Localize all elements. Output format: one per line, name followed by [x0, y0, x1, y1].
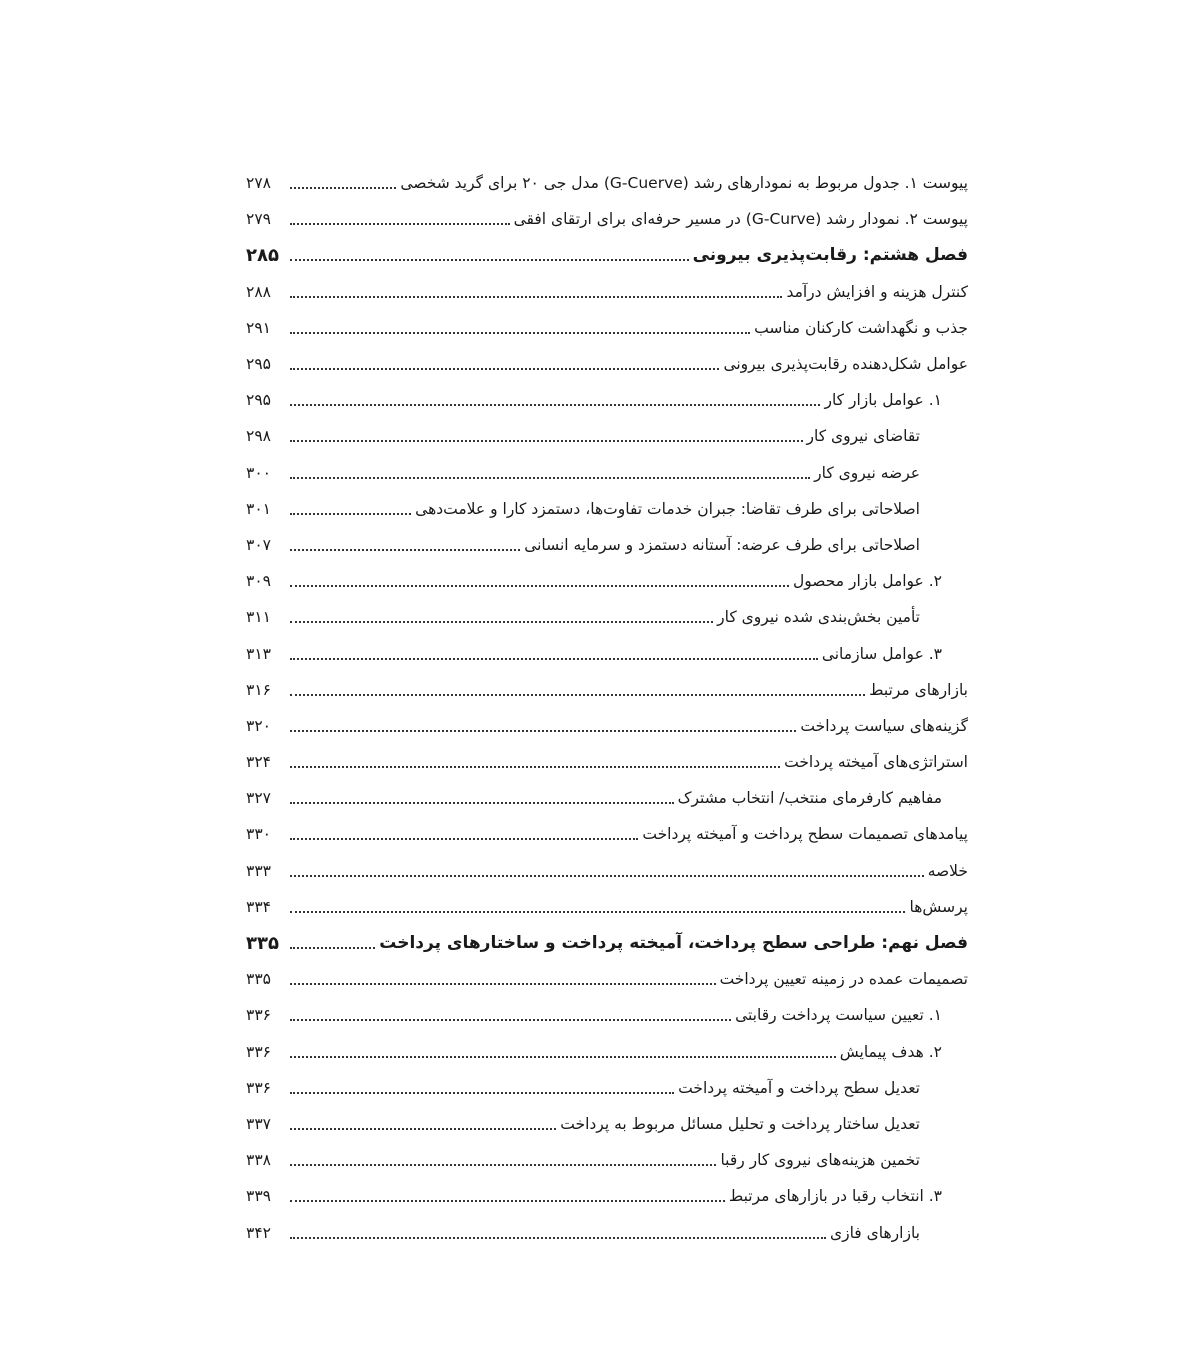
toc-page-number: ۳۳۵	[246, 970, 271, 989]
dot-leader	[290, 513, 411, 515]
toc-entry-title: ۳. عوامل سازمانی	[821, 644, 942, 663]
toc-row	[246, 455, 968, 491]
toc-entry-title: پیامدهای تصمیمات سطح پرداخت و آمیخته پرداخت	[642, 825, 968, 844]
dot-leader	[290, 983, 716, 985]
dot-leader	[290, 1164, 716, 1166]
toc-entry-title: پیوست ۱. جدول مربوط به نمودارهای رشد (G-Cuerve) مدل جی ۲۰ برای گرید شخصی	[400, 174, 968, 193]
dot-leader	[290, 549, 520, 551]
toc-row	[246, 1106, 968, 1142]
toc-page-number: ۲۹۸	[246, 427, 271, 446]
dot-leader	[290, 1128, 556, 1130]
toc-chapter-row	[246, 237, 968, 273]
toc-page-number: ۳۳۵	[246, 932, 279, 954]
toc-entry-title: فصل نهم: طراحی سطح پرداخت، آمیخته پرداخت و ساختارهای پرداخت	[379, 933, 968, 954]
dot-leader	[290, 585, 789, 587]
toc-page-number: ۳۰۷	[246, 535, 271, 554]
toc-page-number: ۳۴۲	[246, 1223, 271, 1242]
toc-row	[246, 1034, 968, 1070]
toc-entry-title: اصلاحاتی برای طرف عرضه: آستانه دستمزد و سرمایه انسانی	[524, 535, 920, 554]
toc-page-number: ۲۹۵	[246, 391, 271, 410]
toc-entry-title: مفاهیم کارفرمای منتخب/ انتخاب مشترک	[677, 789, 942, 808]
toc-page-number: ۳۳۹	[246, 1187, 271, 1206]
toc-row	[246, 527, 968, 563]
dot-leader	[290, 730, 796, 732]
toc-chapter-row	[246, 925, 968, 961]
toc-entry-title: پرسش‌ها	[909, 897, 968, 916]
toc-row	[246, 1178, 968, 1214]
toc-row	[246, 672, 968, 708]
toc-page-number: ۲۹۱	[246, 318, 271, 337]
toc-row	[246, 274, 968, 310]
dot-leader	[290, 223, 510, 225]
toc-row	[246, 418, 968, 454]
toc-page-number: ۲۷۹	[246, 210, 271, 229]
toc-page-number: ۳۲۴	[246, 753, 271, 772]
toc-entry-title: استراتژی‌های آمیخته پرداخت	[784, 753, 968, 772]
toc-page-number: ۲۷۸	[246, 174, 271, 193]
dot-leader	[290, 694, 865, 696]
toc-entry-title: کنترل هزینه و افزایش درآمد	[786, 282, 968, 301]
toc-row	[246, 201, 968, 237]
toc-page-number: ۳۳۴	[246, 897, 271, 916]
dot-leader	[290, 766, 780, 768]
dot-leader	[290, 440, 803, 442]
toc-entry-title: ۳. انتخاب رقبا در بازارهای مرتبط	[728, 1187, 942, 1206]
toc-page-number: ۳۳۶	[246, 1006, 271, 1025]
toc-row	[246, 708, 968, 744]
toc-page-number: ۲۹۵	[246, 355, 271, 374]
toc-row	[246, 635, 968, 671]
toc-entry-title: تعدیل سطح پرداخت و آمیخته پرداخت	[678, 1078, 920, 1097]
toc-entry-title: بازارهای فازی	[829, 1223, 920, 1242]
toc-row	[246, 346, 968, 382]
dot-leader	[290, 404, 820, 406]
dot-leader	[290, 368, 719, 370]
toc-row	[246, 889, 968, 925]
dot-leader	[290, 875, 924, 877]
toc-entry-title: اصلاحاتی برای طرف تقاضا: جبران خدمات تفاوت‌ها، دستمزد کارا و علامت‌دهی	[415, 499, 920, 518]
dot-leader	[290, 296, 782, 298]
dot-leader	[290, 947, 375, 949]
dot-leader	[290, 187, 396, 189]
dot-leader	[290, 1056, 836, 1058]
toc-entry-title: عوامل شکل‌دهنده رقابت‌پذیری بیرونی	[723, 355, 968, 374]
toc-row	[246, 1214, 968, 1250]
toc-entry-title: خلاصه	[927, 861, 968, 880]
toc-row	[246, 165, 968, 201]
toc-page-number: ۳۳۰	[246, 825, 271, 844]
toc-page-number: ۲۸۸	[246, 282, 271, 301]
dot-leader	[290, 621, 713, 623]
toc-page-number: ۳۳۸	[246, 1151, 271, 1170]
toc-entry-title: تأمین بخش‌بندی شده نیروی کار	[717, 608, 920, 627]
dot-leader	[290, 838, 638, 840]
toc-row	[246, 961, 968, 997]
toc-row	[246, 997, 968, 1033]
dot-leader	[290, 658, 818, 660]
table-of-contents	[246, 165, 968, 1251]
toc-page-number: ۲۸۵	[246, 244, 279, 266]
toc-entry-title: تقاضای نیروی کار	[806, 427, 920, 446]
dot-leader	[290, 1092, 674, 1094]
toc-entry-title: گزینه‌های سیاست پرداخت	[800, 716, 968, 735]
toc-entry-title: بازارهای مرتبط	[869, 680, 968, 699]
dot-leader	[290, 477, 810, 479]
toc-entry-title: ۱. عوامل بازار کار	[824, 391, 942, 410]
toc-page-number: ۳۲۰	[246, 716, 271, 735]
toc-row	[246, 599, 968, 635]
dot-leader	[290, 1200, 725, 1202]
toc-row	[246, 1142, 968, 1178]
toc-row	[246, 744, 968, 780]
dot-leader	[290, 1019, 731, 1021]
toc-row	[246, 816, 968, 852]
toc-page-number: ۳۳۳	[246, 861, 271, 880]
toc-entry-title: ۲. هدف پیمایش	[839, 1042, 942, 1061]
toc-page-number: ۳۰۰	[246, 463, 271, 482]
toc-entry-title: پیوست ۲. نمودار رشد (G-Curve) در مسیر حرفه‌ای برای ارتقای افقی	[513, 210, 968, 229]
toc-page-number: ۳۰۱	[246, 499, 271, 518]
dot-leader	[290, 1237, 826, 1239]
toc-entry-title: جذب و نگهداشت کارکنان مناسب	[754, 318, 968, 337]
toc-page-number: ۳۳۶	[246, 1078, 271, 1097]
toc-row	[246, 310, 968, 346]
toc-page-number: ۳۱۶	[246, 680, 271, 699]
toc-row	[246, 1070, 968, 1106]
toc-page-number: ۳۱۱	[246, 608, 271, 627]
toc-row	[246, 853, 968, 889]
toc-entry-title: تخمین هزینه‌های نیروی کار رقبا	[720, 1151, 920, 1170]
toc-row	[246, 491, 968, 527]
toc-entry-title: تصمیمات عمده در زمینه تعیین پرداخت	[719, 970, 968, 989]
toc-entry-title: ۱. تعیین سیاست پرداخت رقابتی	[735, 1006, 942, 1025]
toc-entry-title: فصل هشتم: رقابت‌پذیری بیرونی	[692, 245, 968, 266]
toc-entry-title: تعدیل ساختار پرداخت و تحلیل مسائل مربوط به پرداخت	[560, 1114, 920, 1133]
dot-leader	[290, 332, 750, 334]
toc-page-number: ۳۳۶	[246, 1042, 271, 1061]
toc-row	[246, 780, 968, 816]
toc-page-number: ۳۰۹	[246, 572, 271, 591]
dot-leader	[290, 911, 905, 913]
toc-row	[246, 563, 968, 599]
toc-row	[246, 382, 968, 418]
dot-leader	[290, 802, 674, 804]
dot-leader	[290, 259, 689, 261]
toc-page-number: ۳۲۷	[246, 789, 271, 808]
toc-page-number: ۳۱۳	[246, 644, 271, 663]
toc-entry-title: عرضه نیروی کار	[814, 463, 920, 482]
toc-page-number: ۳۳۷	[246, 1114, 271, 1133]
toc-entry-title: ۲. عوامل بازار محصول	[793, 572, 942, 591]
